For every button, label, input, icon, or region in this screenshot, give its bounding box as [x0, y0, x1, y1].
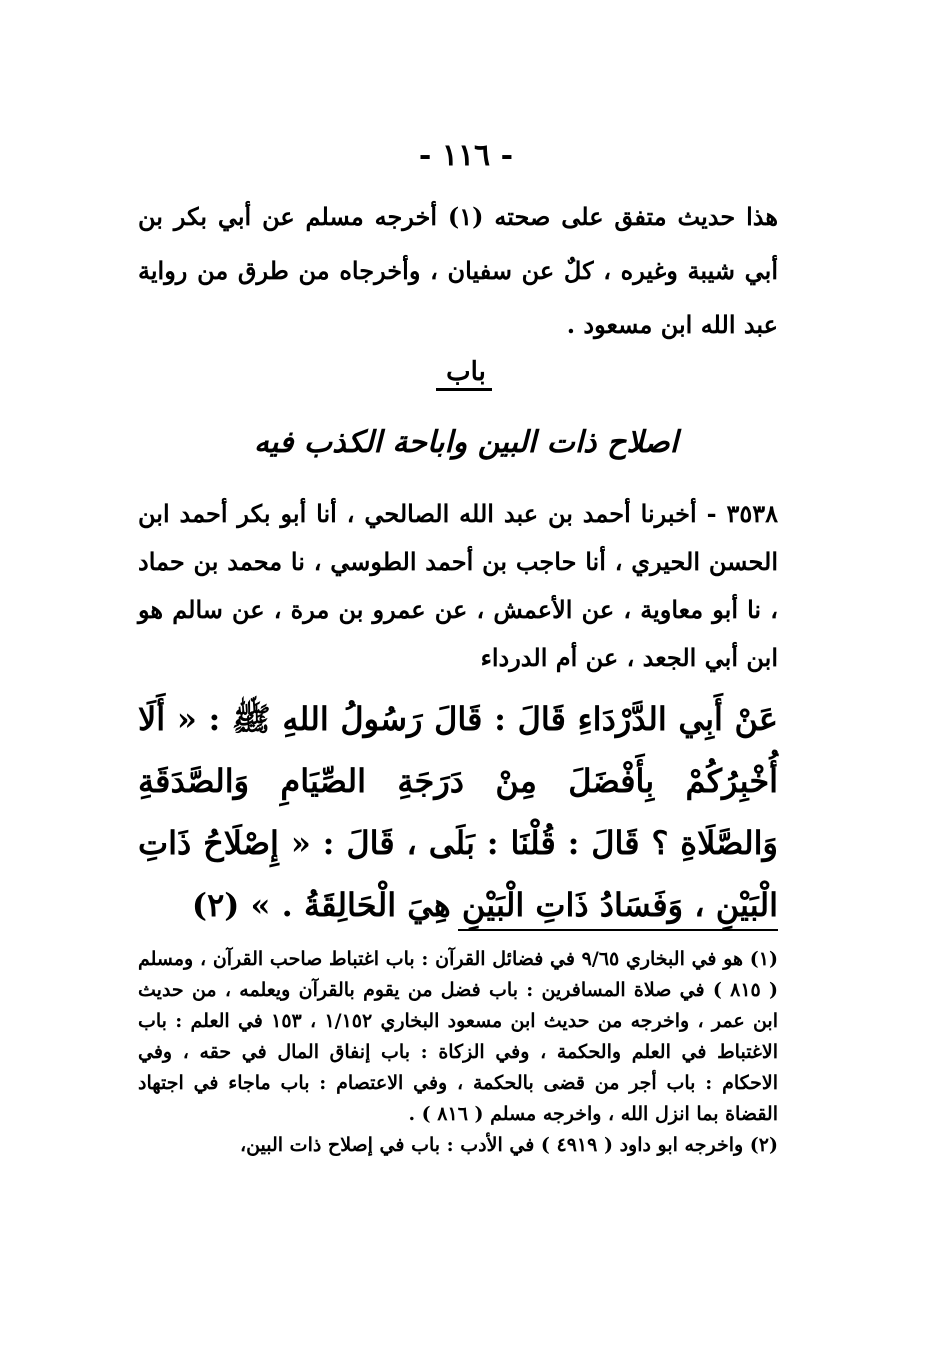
chapter-title: اصلاح ذات البين واباحة الكذب فيه	[253, 425, 679, 460]
footnote-divider	[458, 929, 778, 931]
page-number: - ١١٦ -	[418, 138, 514, 173]
footnote-2: (٢) واخرجه ابو داود ( ٤٩١٩ ) في الأدب : باب في إصلاح ذات البين،	[239, 1134, 778, 1156]
bab-heading: باب	[446, 357, 486, 387]
intro-paragraph: هذا حديث متفق على صحته (١) أخرجه مسلم عن أبي بكر بن أبي شيبة وغيره ، كلٌ عن سفيان ، وأخرجاه من طرق من رواية عبد الله ابن مسعود .	[138, 202, 778, 339]
footnote-1: (١) هو في البخاري ٩/٦٥ في فضائل القرآن : باب اغتباط صاحب القرآن ، ومسلم ( ٨١٥ ) في صلاة المسافرين : باب فضل من يقوم بالقرآن ويعلمه ، من حديث ابن عمر ، واخرجه من حديث ابن مسعود البخاري ١/١٥٢ ، ١٥٣ في العلم : باب الاغتباط في العلم والحكمة ، وفي الزكاة : باب إنفاق المال في حقه ، وفي الاحكام : باب أجر من قضى بالحكمة ، وفي الاعتصام : باب ماجاء في اجتهاد القضاة بما انزل الله ، واخرجه مسلم ( ٨١٦ ) .	[138, 948, 779, 1125]
hadith-text: عَنْ أَبِي الدَّرْدَاءِ قَالَ : قَالَ رَسُولُ اللهِ ﷺ : « أَلَا أُخْبِرُكُمْ بِأَفْضَلَ مِنْ دَرَجَةِ الصِّيَامِ وَالصَّدَقَةِ وَالصَّلَاةِ ؟ قَالَ : قُلْنَا : بَلَى ، قَالَ : « إِصْلَاحُ ذَاتِ الْبَيْنِ ، وَفَسَادُ ذَاتِ الْبَيْنِ هِيَ الْحَالِقَةُ . » (٢)	[138, 700, 778, 924]
bab-underline	[436, 388, 492, 391]
footnotes	[138, 944, 778, 1161]
isnad-paragraph: ٣٥٣٨ - أخبرنا أحمد بن عبد الله الصالحي ، أنا أبو بكر أحمد ابن الحسن الحيري ، أنا حاجب بن أحمد الطوسي ، نا محمد بن حماد ، نا أبو معاوية ، عن الأعمش ، عن عمرو بن مرة ، عن سالم هو ابن أبي الجعد ، عن أم الدرداء	[138, 499, 778, 672]
